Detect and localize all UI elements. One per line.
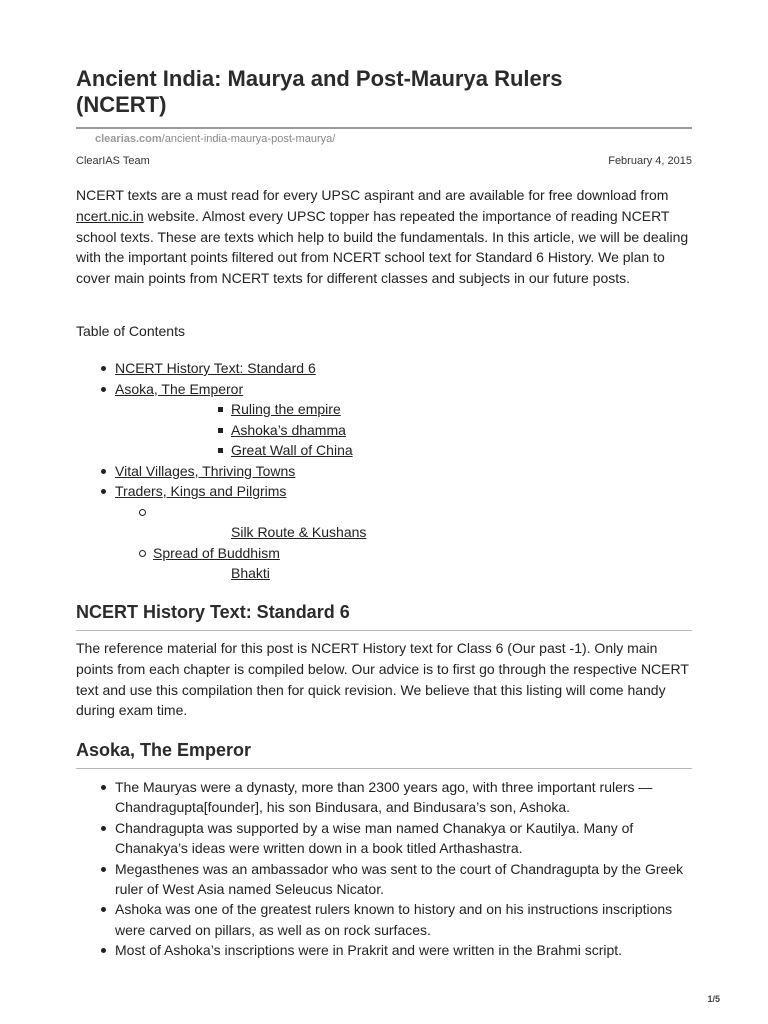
toc-link-vital-villages[interactable]: Vital Villages, Thriving Towns [115,462,296,479]
asoka-points-list [76,777,692,961]
toc-link-spread-buddhism[interactable]: Spread of Buddhism [153,544,280,561]
list-item: The Mauryas were a dynasty, more than 2300 years ago, with three important rulers — Chandragupta[founder], his son Bindusara, and Bindusara’s son, Ashoka. [76,777,692,818]
list-item: Megasthenes was an ambassador who was sent to the court of Chandragupta by the Greek ruler of West Asia named Seleucus Nicator. [76,859,692,900]
toc-item [76,379,692,400]
toc-link-great-wall[interactable]: Great Wall of China [231,442,353,458]
list-item: Most of Ashoka’s inscriptions were in Prakrit and were written in the Brahmi script. [76,940,692,960]
table-of-contents [76,358,692,584]
toc-link-bhakti[interactable]: Bhakti [231,565,270,581]
toc-subitem [76,399,692,420]
page-number: 1/5 [707,994,720,1004]
section1-paragraph: The reference material for this post is NCERT History text for Class 6 (Our past -1). Only main points from each chapter is compiled below. Our advice is to first go through the respective NCERT text and use this compilation then for quick revision. We believe that this listing will come handy during exam time. [76,640,689,719]
ncert-link[interactable]: ncert.nic.in [76,207,144,224]
page-title [76,66,692,118]
intro-text-2: website. Almost every UPSC topper has repeated the importance of reading NCERT school texts. These are texts which help to build the fundamentals. In this article, we will be dealing with the important points filtered out from NCERT school text for Standard 6 History. We plan to cover main points from NCERT texts for different classes and subjects in our future posts. [76,207,689,287]
title-line-2: (NCERT) [76,92,167,117]
source-path: /ancient-india-maurya-post-maurya/ [161,133,336,145]
toc-link-ncert-history[interactable]: NCERT History Text: Standard 6 [115,360,316,376]
toc-link-ashoka-dhamma[interactable]: Ashoka’s dhamma [231,421,346,438]
toc-subitem [76,440,692,461]
toc-subitem [76,563,692,584]
toc-heading: Table of Contents [76,323,185,339]
list-item: Chandragupta was supported by a wise man named Chanakya or Kautilya. Many of Chanakya’s ideas were written down in a book titled Arthashastra. [76,818,692,859]
source-url[interactable] [95,133,335,145]
toc-subitem-empty [76,502,692,523]
toc-item [76,461,692,482]
list-item: Ashoka was one of the greatest rulers known to history and on his instructions inscriptions were carved on pillars, as well as on rock surfaces. [76,899,692,940]
toc-link-ruling-empire[interactable]: Ruling the empire [231,401,341,417]
author: ClearIAS Team [76,155,150,167]
toc-item [76,358,692,379]
intro-text-1: NCERT texts are a must read for every UPSC aspirant and are available for free download from [76,187,669,203]
title-divider [76,127,692,129]
section-divider [76,630,692,631]
source-domain: clearias.com [95,133,162,145]
intro-paragraph [76,185,692,289]
section-divider [76,768,692,769]
title-line-1: Ancient India: Maurya and Post-Maurya Rulers [76,66,563,91]
publish-date: February 4, 2015 [608,155,692,167]
toc-item [76,481,692,502]
toc-link-traders-kings[interactable]: Traders, Kings and Pilgrims [115,483,287,499]
section-heading-ncert-history: NCERT History Text: Standard 6 [76,602,350,622]
section-heading-asoka: Asoka, The Emperor [76,740,252,760]
toc-subitem [76,543,692,564]
toc-subitem [76,522,692,543]
toc-link-silk-route[interactable]: Silk Route & Kushans [231,524,367,540]
toc-link-asoka[interactable]: Asoka, The Emperor [115,380,244,397]
toc-subitem [76,420,692,441]
